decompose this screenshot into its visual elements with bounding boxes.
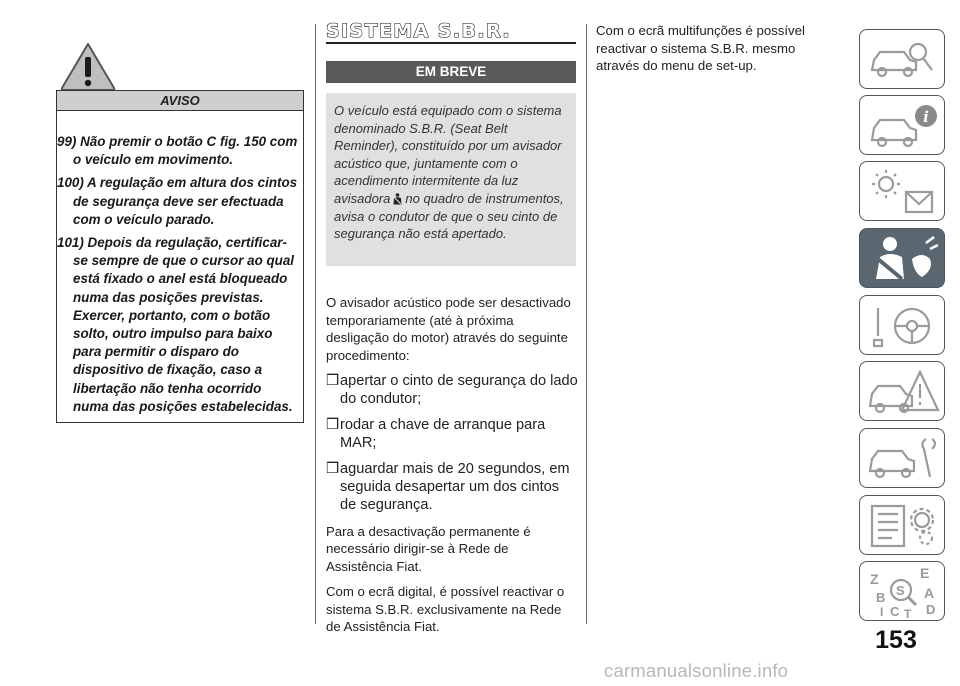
index-letter: B <box>876 590 886 605</box>
index-letters-icon <box>860 562 946 622</box>
warning-triangle-icon <box>58 40 118 92</box>
data-settings-icon <box>860 496 946 556</box>
tab-car-info[interactable] <box>859 95 945 155</box>
warning-heading: AVISO <box>57 91 303 111</box>
step-item: ❒aguardar mais de 20 segundos, em seguida desapertar um dos cintos de segurança. <box>326 460 570 514</box>
tab-warning-lights[interactable] <box>859 161 945 221</box>
watermark: carmanualsonline.info <box>604 660 789 681</box>
bullet-icon: ❒ <box>326 416 340 433</box>
brief-box <box>326 93 576 266</box>
car-service-icon <box>860 429 946 489</box>
tab-data-settings[interactable] <box>859 495 945 555</box>
tab-car-hazard[interactable] <box>859 361 945 421</box>
permanent-paragraph: Para a desactivação permanente é necessário dirigir-se à Rede de Assistência Fiat. <box>326 523 531 574</box>
column-divider <box>586 24 587 624</box>
digital-paragraph: Com o ecrã digital, é possível reactivar o sistema S.B.R. exclusivamente na Rede de Assistência Fiat. <box>326 584 565 635</box>
warning-lights-icon <box>860 162 946 222</box>
brief-text: no quadro de instrumentos, avisa o condutor de que o seu cinto de segurança não está apertado. <box>334 190 564 242</box>
car-search-icon <box>860 30 946 90</box>
main-text <box>326 294 578 644</box>
page-number: 153 <box>875 626 917 654</box>
warning-item: 100) A regulação em altura dos cintos de segurança deve ser efectuada com o veículo parado. <box>57 175 298 227</box>
warning-list <box>57 111 303 416</box>
warning-item: 101) Depois da regulação, certificar-se sempre de que o cursor ao qual está fixado o anel está bloqueado numa das posições previstas. Exercer, portanto, com o botão solto, outro impulso para baixo para permitir o disparo do dispositivo de fixação, caso a libertação não tenha ocorrido numa das posições estabelecidas. <box>57 235 295 414</box>
index-letter: C <box>890 604 900 619</box>
column-divider <box>315 24 316 624</box>
tab-index[interactable] <box>859 561 945 621</box>
multifunction-paragraph: Com o ecrã multifunções é possível reactivar o sistema S.B.R. mesmo através do menu de set-up. <box>596 23 805 73</box>
steps-list <box>326 372 578 515</box>
bullet-icon: ❒ <box>326 460 340 477</box>
car-hazard-icon <box>860 362 946 422</box>
warning-box <box>56 90 304 423</box>
index-letter: T <box>904 607 912 621</box>
car-info-icon <box>860 96 946 156</box>
step-item: ❒apertar o cinto de segurança do lado do condutor; <box>326 373 578 408</box>
tab-car-search[interactable] <box>859 29 945 89</box>
seatbelt-airbag-icon <box>860 229 946 289</box>
index-letter: A <box>924 585 935 601</box>
warning-item: 99) Não premir o botão C fig. 150 com o veículo em movimento. <box>57 134 298 168</box>
index-letter: I <box>880 605 884 619</box>
tab-steering-wheel[interactable] <box>859 295 945 355</box>
bullet-icon: ❒ <box>326 373 340 389</box>
intro-paragraph: O avisador acústico pode ser desactivado temporariamente (até à próxima desligação do motor) através do seguinte procedimento: <box>326 295 571 363</box>
index-letter: S <box>896 583 905 598</box>
brief-heading: EM BREVE <box>326 61 576 83</box>
index-letter: E <box>920 565 930 581</box>
seatbelt-warning-icon <box>392 193 403 205</box>
tab-car-service[interactable] <box>859 428 945 488</box>
index-letter: D <box>926 602 936 617</box>
step-item: ❒rodar a chave de arranque para MAR; <box>326 416 546 452</box>
title-underline <box>326 42 576 44</box>
index-letter: Z <box>870 571 879 587</box>
steering-wheel-icon <box>860 296 946 356</box>
brief-text: O veículo está equipado com o sistema denominado S.B.R. (Seat Belt Reminder), constituído por um avisador acústico que, juntamente com o acendimento intermitente da luz avisadora <box>334 103 562 206</box>
svg-text:i: i <box>923 108 929 126</box>
section-title: SISTEMA S.B.R. <box>326 20 512 42</box>
tab-seatbelt-airbag[interactable] <box>859 228 945 288</box>
